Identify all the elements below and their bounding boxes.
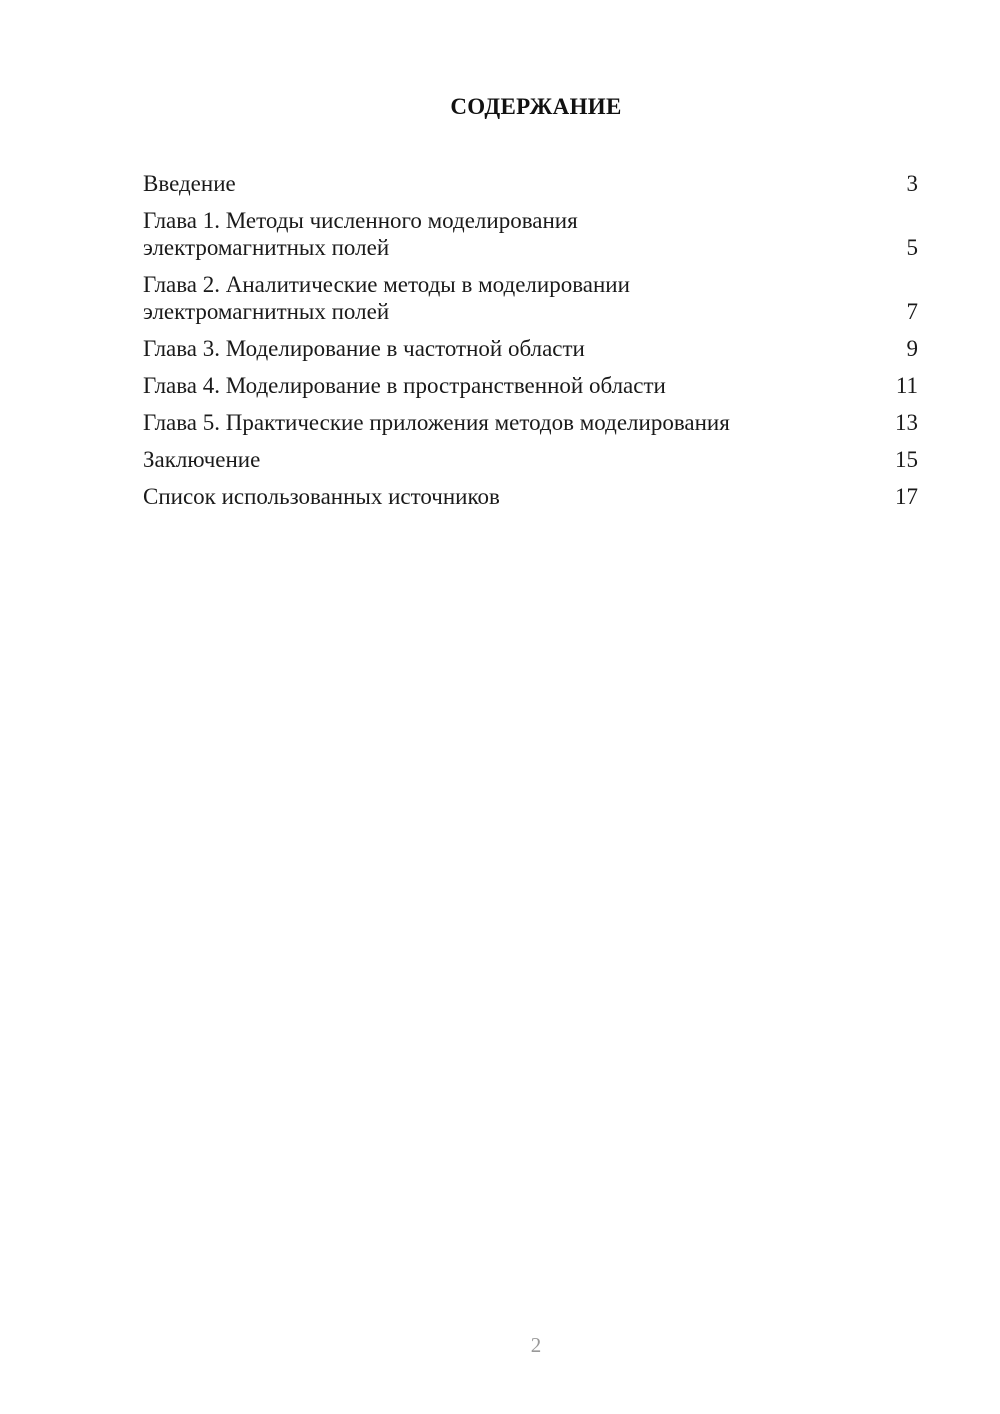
- toc-page-number: 5: [906, 235, 918, 260]
- page-number: 2: [530, 1333, 542, 1357]
- toc-entry-conclusion: [143, 446, 918, 473]
- table-of-contents: [143, 170, 918, 520]
- toc-entry-line: Список использованных источников: [143, 484, 500, 509]
- toc-page-number: 11: [895, 373, 918, 398]
- toc-page-number: 9: [906, 336, 918, 361]
- toc-entry-line: электромагнитных полей: [143, 299, 390, 324]
- toc-title: СОДЕРЖАНИЕ: [450, 94, 622, 119]
- toc-entry-line: Глава 2. Аналитические методы в моделировании: [143, 272, 630, 297]
- toc-page-number: 17: [895, 484, 918, 509]
- toc-entry-text: [143, 335, 888, 362]
- toc-entry-chapter-5: [143, 409, 918, 436]
- toc-entry-text: [143, 446, 888, 473]
- toc-page-number: 3: [906, 171, 918, 196]
- toc-entry-text: [143, 483, 888, 510]
- toc-page-number: 13: [895, 410, 918, 435]
- toc-entry-line: Заключение: [143, 447, 261, 472]
- toc-entry-text: [143, 170, 888, 197]
- toc-entry-line: Глава 5. Практические приложения методов моделирования: [143, 410, 730, 435]
- toc-entry-chapter-4: [143, 372, 918, 399]
- toc-entry-introduction: [143, 170, 918, 197]
- toc-entry-text: [143, 372, 888, 399]
- toc-entry-chapter-2: [143, 271, 918, 325]
- toc-entry-chapter-1: [143, 207, 918, 261]
- toc-entry-text: [143, 207, 888, 261]
- toc-entry-line: электромагнитных полей: [143, 235, 390, 260]
- toc-entry-chapter-3: [143, 335, 918, 362]
- toc-entry-references: [143, 483, 918, 510]
- toc-page-number: 7: [906, 299, 918, 324]
- toc-entry-text: [143, 409, 888, 436]
- toc-entry-line: Глава 4. Моделирование в пространственной области: [143, 373, 666, 398]
- toc-page-number: 15: [895, 447, 918, 472]
- toc-entry-line: Введение: [143, 171, 236, 196]
- toc-entry-line: Глава 1. Методы численного моделирования: [143, 208, 578, 233]
- toc-entry-line: Глава 3. Моделирование в частотной области: [143, 336, 585, 361]
- toc-entry-text: [143, 271, 888, 325]
